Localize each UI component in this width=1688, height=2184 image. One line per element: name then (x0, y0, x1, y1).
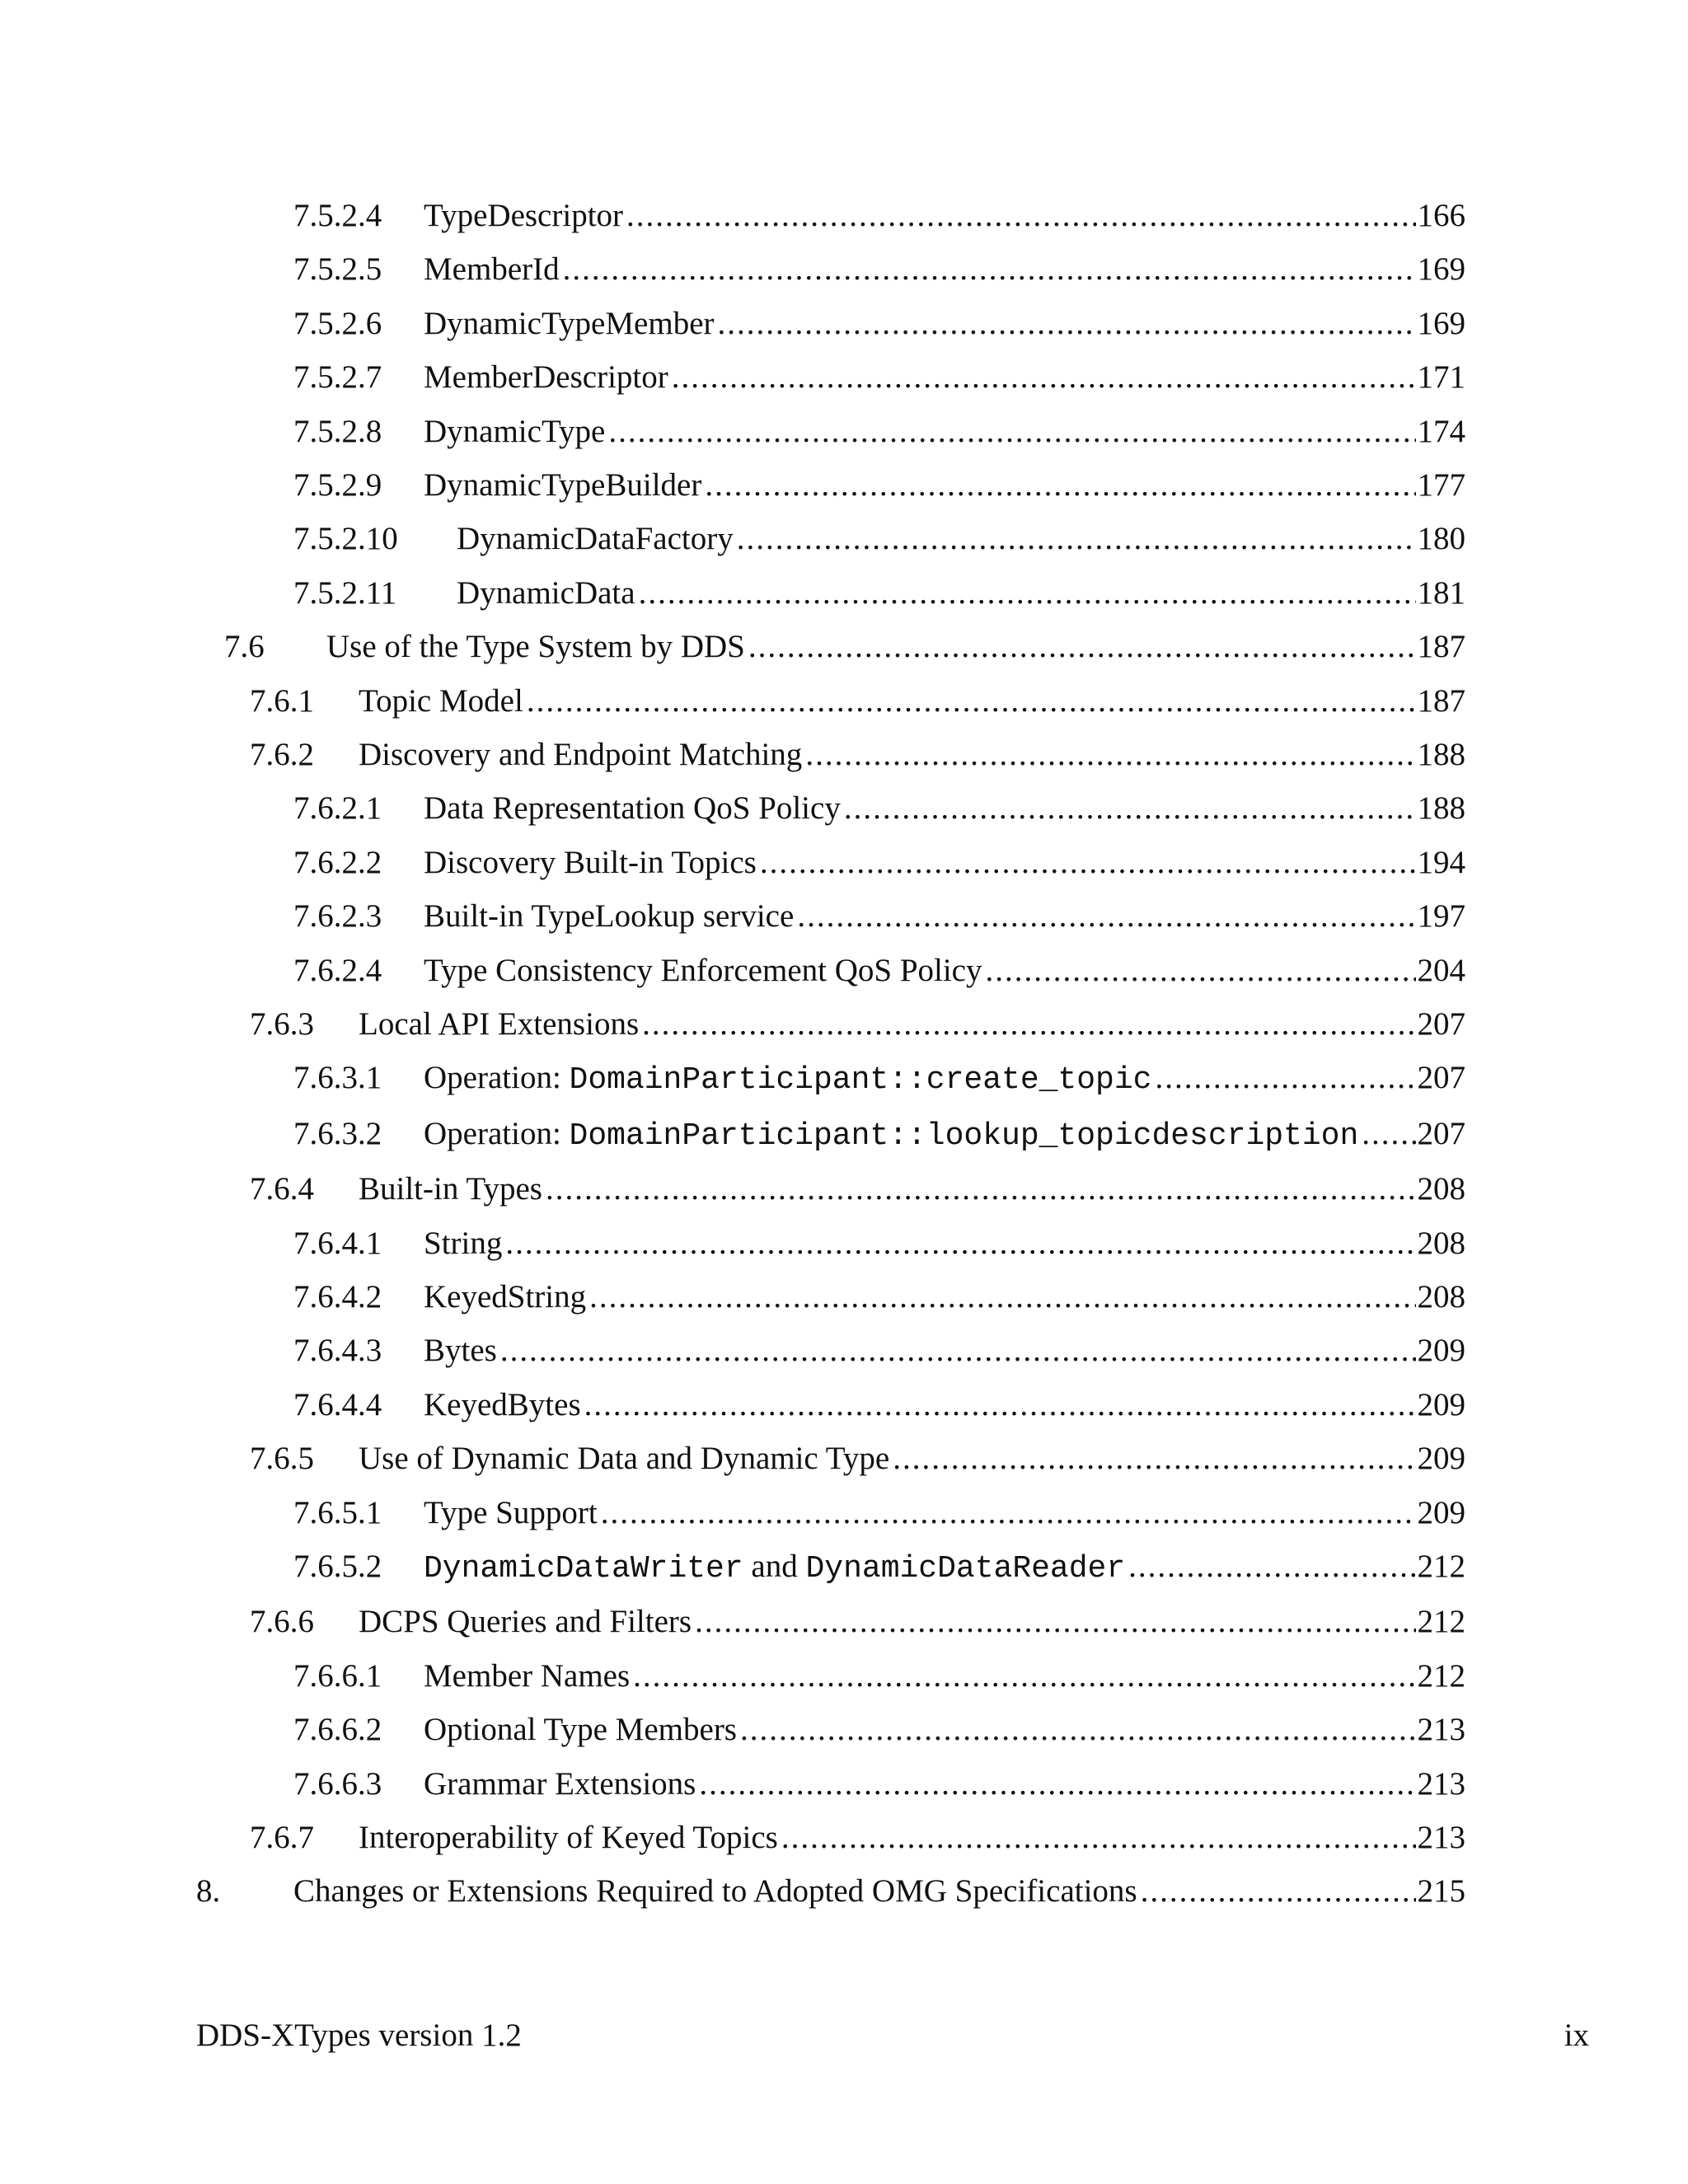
toc-entry-title (457, 514, 734, 564)
toc-entry-title-text: Built-in TypeLookup service (424, 898, 795, 935)
toc-entry-number: 7.5.2.8 (293, 413, 382, 449)
toc-entry-title (424, 1380, 581, 1430)
toc-entry-title-text: Operation: (424, 1060, 570, 1096)
toc-entry-title-text: Discovery Built-in Topics (424, 844, 757, 880)
toc-entry-page: 166 (1417, 198, 1465, 233)
toc-entry-title (424, 1760, 696, 1809)
toc-entry-number: 7.6.2.4 (293, 952, 382, 988)
toc-entry-number: 7.5.2.6 (293, 305, 382, 341)
toc-entry-page: 188 (1417, 790, 1465, 827)
toc-dot-leader (893, 1434, 1415, 1483)
toc-entry-number: 7.6.6.1 (293, 1657, 382, 1694)
toc-entry-title-text: DynamicTypeBuilder (424, 467, 702, 503)
toc-dot-leader (705, 461, 1415, 510)
toc-entry-page: 212 (1417, 1604, 1465, 1640)
toc-entry-number: 7.6.5.2 (293, 1549, 382, 1584)
toc-entry-title (424, 838, 757, 888)
toc-entry[interactable] (293, 784, 1465, 833)
toc-dot-leader (844, 784, 1416, 833)
toc-entry-number: 7.6.4.4 (293, 1386, 382, 1422)
toc-dot-leader (639, 569, 1416, 618)
footer-document-title: DDS-XTypes version 1.2 (196, 2018, 522, 2053)
toc-entry[interactable] (293, 245, 1465, 294)
toc-entry-title-text: Topic Model (359, 682, 523, 719)
toc-entry-page: 207 (1417, 1006, 1465, 1042)
toc-entry-title (424, 1652, 630, 1701)
toc-entry-title (424, 407, 605, 457)
toc-entry-title-text: Bytes (424, 1333, 497, 1369)
toc-entry[interactable] (293, 1542, 1465, 1591)
toc-entry-title-text: Type Support (424, 1494, 598, 1530)
toc-entry-page: 169 (1417, 251, 1465, 288)
toc-dot-leader (546, 1165, 1416, 1214)
toc-entry-page: 209 (1417, 1441, 1465, 1477)
toc-entry-page: 213 (1417, 1712, 1465, 1748)
toc-entry[interactable] (293, 946, 1465, 996)
toc-entry-page: 207 (1417, 1060, 1465, 1096)
toc-dot-leader (626, 191, 1415, 241)
toc-entry[interactable] (250, 1434, 1465, 1483)
toc-entry-title-text: Data Representation QoS Policy (424, 790, 841, 827)
toc-dot-leader (1155, 1053, 1415, 1103)
toc-entry-title (359, 1165, 542, 1214)
footer-page-number: ix (1564, 2018, 1589, 2053)
toc-dot-leader (986, 946, 1416, 996)
toc-entry[interactable] (293, 569, 1465, 618)
toc-dot-leader (589, 1272, 1415, 1322)
toc-entry-title-text: DynamicDataFactory (457, 521, 734, 557)
toc-entry-title (424, 1272, 586, 1322)
toc-entry-page: 187 (1417, 629, 1465, 665)
toc-entry-number: 7.6.2.2 (293, 844, 382, 880)
toc-dot-leader (718, 299, 1416, 349)
toc-entry-title-text: String (424, 1225, 503, 1261)
toc-entry-page: 212 (1417, 1657, 1465, 1694)
toc-entry-page: 171 (1417, 359, 1465, 396)
toc-dot-leader (633, 1652, 1415, 1701)
toc-entry-title-text: Built-in Types (359, 1171, 542, 1207)
toc-dot-leader (740, 1705, 1416, 1755)
toc-entry[interactable] (293, 838, 1465, 888)
toc-entry-page: 209 (1417, 1494, 1465, 1530)
toc-entry-title-text: Use of Dynamic Data and Dynamic Type (359, 1441, 890, 1477)
toc-entry-title-text: Use of the Type System by DDS (326, 629, 745, 665)
toc-entry[interactable] (250, 1813, 1465, 1863)
toc-entry-page: 174 (1417, 413, 1465, 449)
toc-entry-number: 7.6 (224, 629, 265, 665)
toc-entry[interactable] (293, 353, 1465, 402)
toc-dot-leader (601, 1488, 1416, 1538)
toc-entry[interactable] (293, 514, 1465, 564)
toc-entry-title (424, 1542, 1125, 1594)
toc-entry[interactable] (250, 730, 1465, 780)
toc-dot-leader (1362, 1109, 1415, 1159)
toc-entry-number: 7.6.2 (250, 737, 314, 772)
toc-entry-title (359, 730, 802, 780)
toc-dot-leader (781, 1813, 1416, 1863)
toc-entry-title-text: Local API Extensions (359, 1006, 640, 1042)
toc-entry-title (424, 1109, 1358, 1161)
toc-entry-page: 209 (1417, 1333, 1465, 1369)
toc-entry-title-text: Interoperability of Keyed Topics (359, 1820, 778, 1855)
toc-entry[interactable] (293, 461, 1465, 510)
toc-entry-number: 7.5.2.7 (293, 359, 382, 396)
toc-entry[interactable] (250, 1165, 1465, 1214)
toc-entry-number: 7.5.2.10 (293, 521, 398, 557)
toc-entry[interactable] (293, 407, 1465, 457)
toc-entry[interactable] (293, 1760, 1465, 1809)
toc-entry-number: 7.6.5.1 (293, 1494, 382, 1530)
toc-entry-title-text: Discovery and Endpoint Matching (359, 737, 803, 772)
toc-entry-title (424, 461, 701, 510)
toc-entry-number: 7.6.3.2 (293, 1115, 382, 1151)
toc-entry[interactable] (293, 1488, 1465, 1538)
toc-entry-number: 7.5.2.4 (293, 198, 382, 233)
toc-entry-number: 7.6.6.3 (293, 1765, 382, 1802)
toc-entry[interactable] (293, 1272, 1465, 1322)
toc-dot-leader (760, 838, 1416, 888)
toc-entry-page: 208 (1417, 1225, 1465, 1261)
toc-dot-leader (527, 677, 1416, 726)
toc-entry[interactable] (224, 622, 1465, 672)
toc-dot-leader (805, 730, 1415, 780)
toc-entry-title (359, 1000, 639, 1049)
toc-entry-number: 7.6.2.3 (293, 898, 382, 935)
toc-entry-title-code: DynamicDataReader (805, 1551, 1126, 1586)
toc-entry[interactable] (293, 299, 1465, 349)
toc-entry-page: 187 (1417, 682, 1465, 719)
toc-entry[interactable] (250, 1000, 1465, 1049)
toc-entry-page: 180 (1417, 521, 1465, 557)
toc-entry-title-code: DomainParticipant::create_topic (569, 1062, 1152, 1099)
toc-entry[interactable] (293, 1326, 1465, 1376)
toc-entry-title-text: KeyedString (424, 1279, 587, 1315)
toc-entry-page: 177 (1417, 467, 1465, 503)
toc-dot-leader (500, 1326, 1416, 1376)
toc-dot-leader (1128, 1542, 1415, 1591)
toc-entry-number: 7.6.5 (250, 1441, 314, 1477)
toc-entry-title-text: MemberId (424, 251, 560, 288)
toc-entry-title-text: DynamicData (457, 574, 635, 611)
toc-entry-title (293, 1867, 1137, 1916)
toc-dot-leader (642, 1000, 1415, 1049)
toc-dot-leader (748, 622, 1416, 672)
toc-entry-number: 7.6.7 (250, 1820, 314, 1855)
toc-dot-leader (584, 1380, 1416, 1430)
toc-entry-title-text: DynamicType (424, 413, 606, 449)
toc-entry-title (424, 299, 715, 349)
toc-entry-title-code: DynamicDataWriter (424, 1551, 743, 1586)
toc-entry-page: 215 (1417, 1873, 1465, 1910)
toc-entry-title (457, 569, 635, 618)
toc-entry-title-text: Changes or Extensions Required to Adopted OMG Specifications (293, 1873, 1137, 1910)
toc-entry-title (326, 622, 745, 672)
toc-entry[interactable] (250, 1597, 1465, 1647)
toc-dot-leader (505, 1219, 1415, 1268)
toc-entry-title (424, 353, 668, 402)
toc-entry-title-text: Grammar Extensions (424, 1765, 696, 1802)
toc-entry-number: 7.6.3 (250, 1006, 314, 1042)
toc-entry-page: 208 (1417, 1279, 1465, 1315)
toc-dot-leader (737, 514, 1416, 564)
toc-entry-title-text: KeyedBytes (424, 1386, 581, 1422)
toc-entry-title (424, 1488, 598, 1538)
toc-dot-leader (695, 1597, 1415, 1647)
toc-entry-number: 7.6.6 (250, 1604, 314, 1640)
toc-dot-leader (672, 353, 1416, 402)
toc-entry-number: 7.6.2.1 (293, 790, 382, 827)
page-footer (196, 2011, 1589, 2060)
toc-entry-title (424, 191, 623, 241)
toc-entry[interactable] (293, 1053, 1465, 1103)
toc-entry-title (359, 1597, 692, 1647)
toc-entry-number: 7.6.6.2 (293, 1712, 382, 1748)
toc-entry-title-text: Optional Type Members (424, 1712, 737, 1748)
toc-entry-title (359, 1813, 778, 1863)
toc-entry-number: 7.5.2.9 (293, 467, 382, 503)
toc-entry-title (424, 784, 841, 833)
toc-entry-title (424, 245, 560, 294)
toc-entry-number: 7.6.4.1 (293, 1225, 382, 1261)
toc-entry-title-code: DomainParticipant::lookup_topicdescription (569, 1118, 1359, 1154)
toc-entry[interactable] (293, 1219, 1465, 1268)
toc-entry-title-text: TypeDescriptor (424, 198, 624, 233)
toc-entry-number: 7.6.4 (250, 1171, 314, 1207)
toc-entry-number: 8. (196, 1873, 221, 1910)
toc-dot-leader (1141, 1867, 1416, 1916)
toc-entry-page: 207 (1417, 1115, 1465, 1151)
toc-entry-title (424, 1705, 737, 1755)
toc-entry-page: 209 (1417, 1386, 1465, 1422)
toc-entry-title (359, 677, 523, 726)
toc-dot-leader (797, 892, 1415, 941)
toc-entry-page: 213 (1417, 1820, 1465, 1855)
toc-entry-title (424, 1219, 502, 1268)
toc-entry-title-text: DCPS Queries and Filters (359, 1604, 692, 1640)
toc-entry-title-text: Member Names (424, 1657, 631, 1694)
toc-entry[interactable] (293, 1705, 1465, 1755)
toc-entry-page: 213 (1417, 1765, 1465, 1802)
toc-entry-page: 208 (1417, 1171, 1465, 1207)
toc-entry-page: 194 (1417, 844, 1465, 880)
toc-entry-title (359, 1434, 889, 1483)
toc-entry-page: 181 (1417, 574, 1465, 611)
toc-entry[interactable] (293, 1652, 1465, 1701)
toc-dot-leader (563, 245, 1416, 294)
toc-entry-number: 7.6.4.2 (293, 1279, 382, 1315)
toc-entry-title (424, 1053, 1151, 1105)
toc-entry[interactable] (196, 1867, 1465, 1916)
toc-entry-page: 204 (1417, 952, 1465, 988)
toc-entry-title-text: MemberDescriptor (424, 359, 668, 396)
toc-entry-number: 7.5.2.5 (293, 251, 382, 288)
toc-entry-title (424, 892, 794, 941)
toc-entry-number: 7.5.2.11 (293, 574, 397, 611)
toc-entry-number: 7.6.3.1 (293, 1060, 382, 1096)
toc-entry-page: 197 (1417, 898, 1465, 935)
toc-entry[interactable] (293, 892, 1465, 941)
toc-entry-page: 169 (1417, 305, 1465, 341)
toc-entry-number: 7.6.1 (250, 682, 314, 719)
toc-entry-title (424, 1326, 497, 1376)
toc-entry[interactable] (293, 191, 1465, 241)
toc-entry-title-text: DynamicTypeMember (424, 305, 715, 341)
toc-entry-number: 7.6.4.3 (293, 1333, 382, 1369)
toc-entry-page: 188 (1417, 737, 1465, 772)
toc-entry[interactable] (250, 677, 1465, 726)
toc-dot-leader (608, 407, 1415, 457)
toc-entry-title-text: and (743, 1549, 806, 1584)
toc-entry[interactable] (293, 1109, 1465, 1159)
toc-entry-title (424, 946, 982, 996)
toc-entry[interactable] (293, 1380, 1465, 1430)
toc-entry-title-text: Type Consistency Enforcement QoS Policy (424, 952, 982, 988)
toc-dot-leader (699, 1760, 1415, 1809)
toc-entry-title-text: Operation: (424, 1115, 570, 1151)
toc-entry-page: 212 (1417, 1549, 1465, 1584)
